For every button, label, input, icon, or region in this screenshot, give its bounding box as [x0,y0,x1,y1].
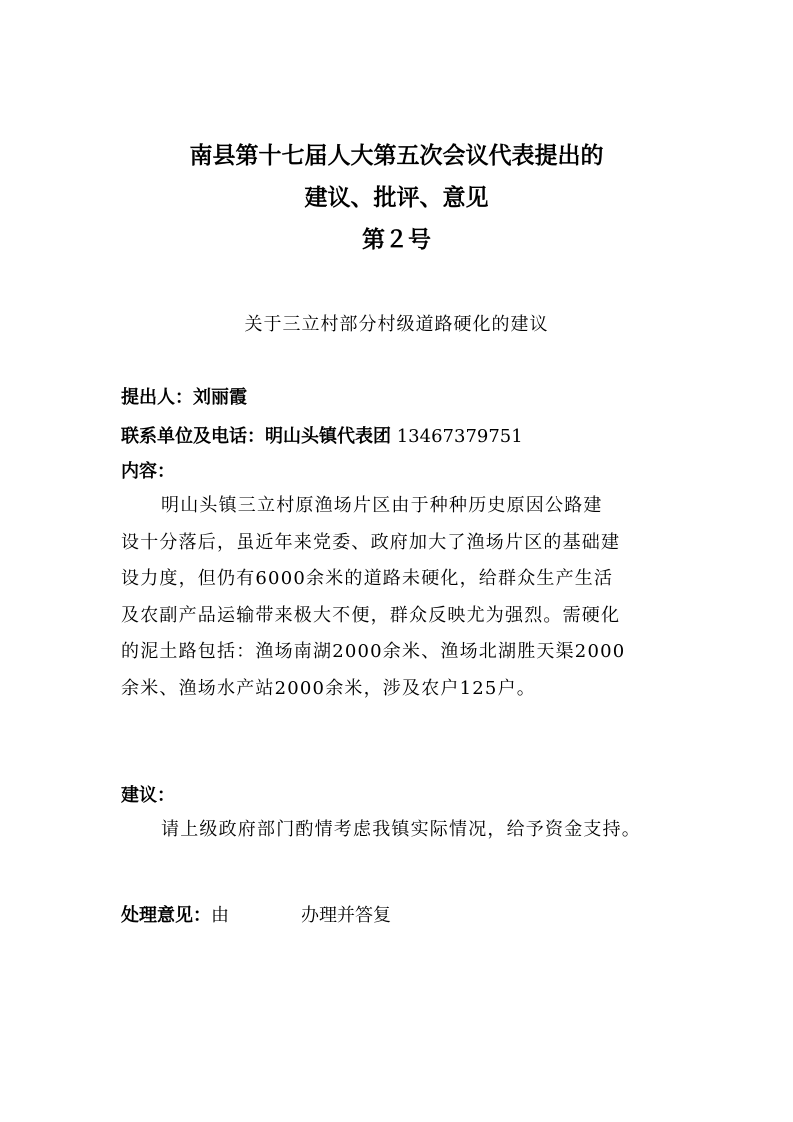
content-label: 内容： [121,461,175,482]
contact-label: 联系单位及电话： [121,426,265,447]
content-line: 余米、渔场水产站2000余米，涉及农户125户。 [121,677,536,699]
content-label-row [121,458,175,486]
handling-prefix: 由 [211,905,229,926]
content-line: 设十分落后，虽近年来党委、政府加大了渔场片区的基础建 [121,531,621,553]
content-body [121,488,681,707]
document-title-line-2: 建议、批评、意见 [304,185,489,211]
handling-label: 处理意见： [121,905,211,926]
content-line: 及农副产品运输带来极大不便，群众反映尤为强烈。需硬化 [121,604,621,626]
proposer-label: 提出人： [121,387,193,408]
content-line: 明山头镇三立村原渔场片区由于种种历史原因公路建 [161,495,603,516]
document-number: 第２号 [362,227,431,253]
handling-row [121,902,391,930]
suggestion-body [121,812,681,849]
handling-suffix: 办理并答复 [301,905,391,926]
contact-row [121,423,523,451]
content-line: 的泥土路包括：渔场南湖2000余米、渔场北湖胜天渠2000 [121,641,626,662]
proposal-subject: 关于三立村部分村级道路硬化的建议 [244,314,549,335]
suggestion-text: 请上级政府部门酌情考虑我镇实际情况，给予资金支持。 [161,819,641,840]
proposer-name: 刘丽霞 [193,387,247,408]
proposer-row [121,384,247,412]
contact-phone: 13467379751 [396,426,523,447]
content-line: 设力度，但仍有6000余米的道路未硬化，给群众生产生活 [121,568,614,589]
contact-unit: 明山头镇代表团 [265,426,391,447]
suggestion-label: 建议： [121,785,175,806]
document-title-line-1: 南县第十七届人大第五次会议代表提出的 [189,143,604,169]
suggestion-label-row [121,782,175,810]
